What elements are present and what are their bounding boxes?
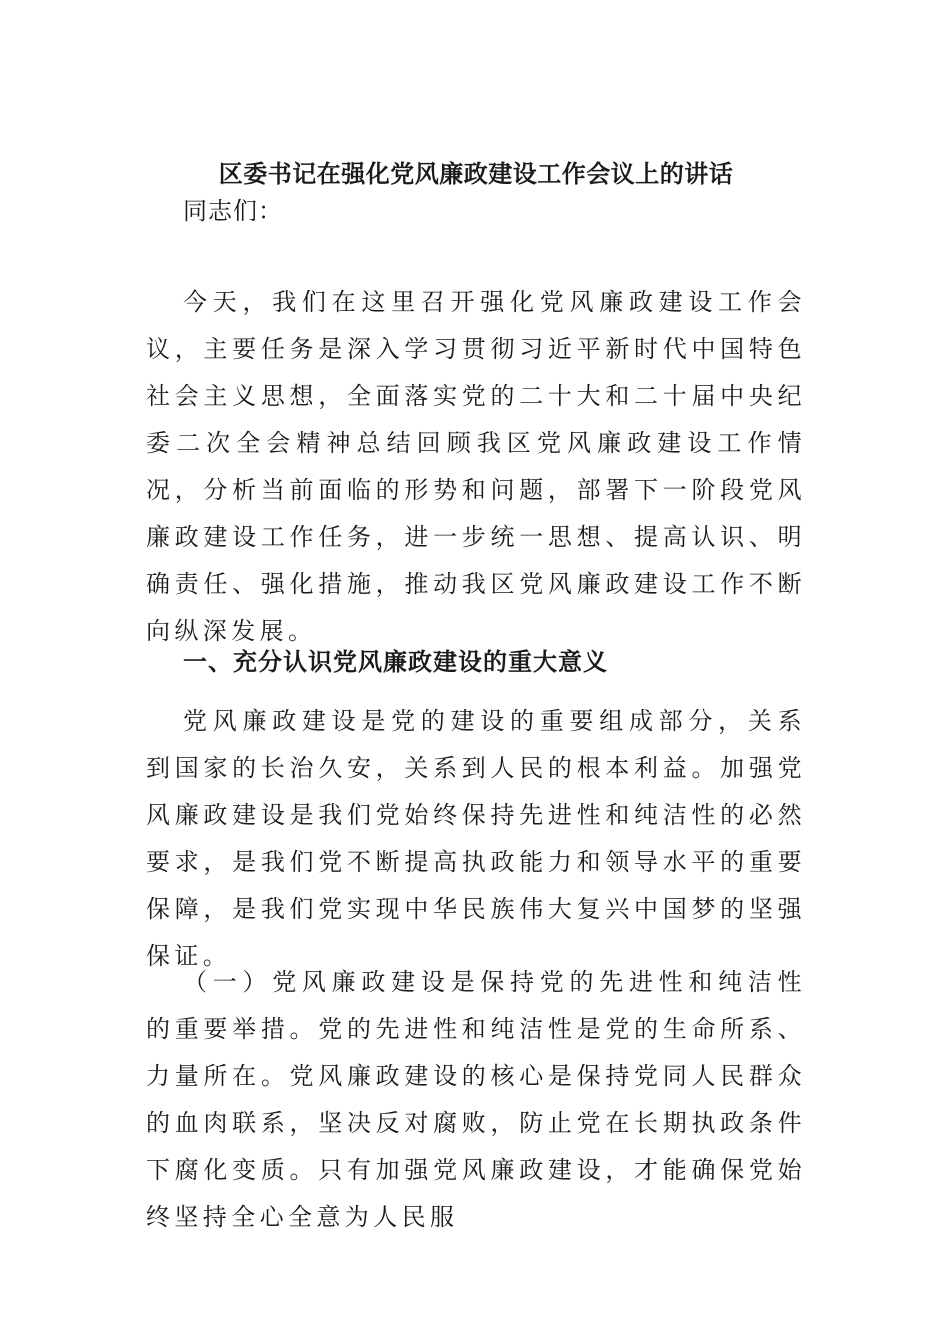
section-heading: 一、充分认识党风廉政建设的重大意义 bbox=[183, 648, 608, 676]
salutation: 同志们： bbox=[183, 197, 283, 225]
subsection-paragraph: （一）党风廉政建设是保持党的先进性和纯洁性的重要举措。党的先进性和纯洁性是党的生命所系、力量所在。党风廉政建设的核心是保持党同人民群众的血肉联系，坚决反对腐败，防止党在长期执政条件下腐化变质。只有加强党风廉政建设，才能确保党始终坚持全心全意为人民服 bbox=[146, 968, 806, 1231]
document-title: 区委书记在强化党风廉政建设工作会议上的讲话 bbox=[218, 160, 734, 188]
section-body-paragraph: 党风廉政建设是党的建设的重要组成部分，关系到国家的长治久安，关系到人民的根本利益。加强党风廉政建设是我们党始终保持先进性和纯洁性的必然要求，是我们党不断提高执政能力和领导水平的重要保障，是我们党实现中华民族伟大复兴中国梦的坚强保证。 bbox=[146, 707, 806, 970]
intro-paragraph: 今天，我们在这里召开强化党风廉政建设工作会议，主要任务是深入学习贯彻习近平新时代中国特色社会主义思想，全面落实党的二十大和二十届中央纪委二次全会精神总结回顾我区党风廉政建设工作情况，分析当前面临的形势和问题，部署下一阶段党风廉政建设工作任务，进一步统一思想、提高认识、明确责任、强化措施，推动我区党风廉政建设工作不断向纵深发展。 bbox=[146, 288, 806, 645]
